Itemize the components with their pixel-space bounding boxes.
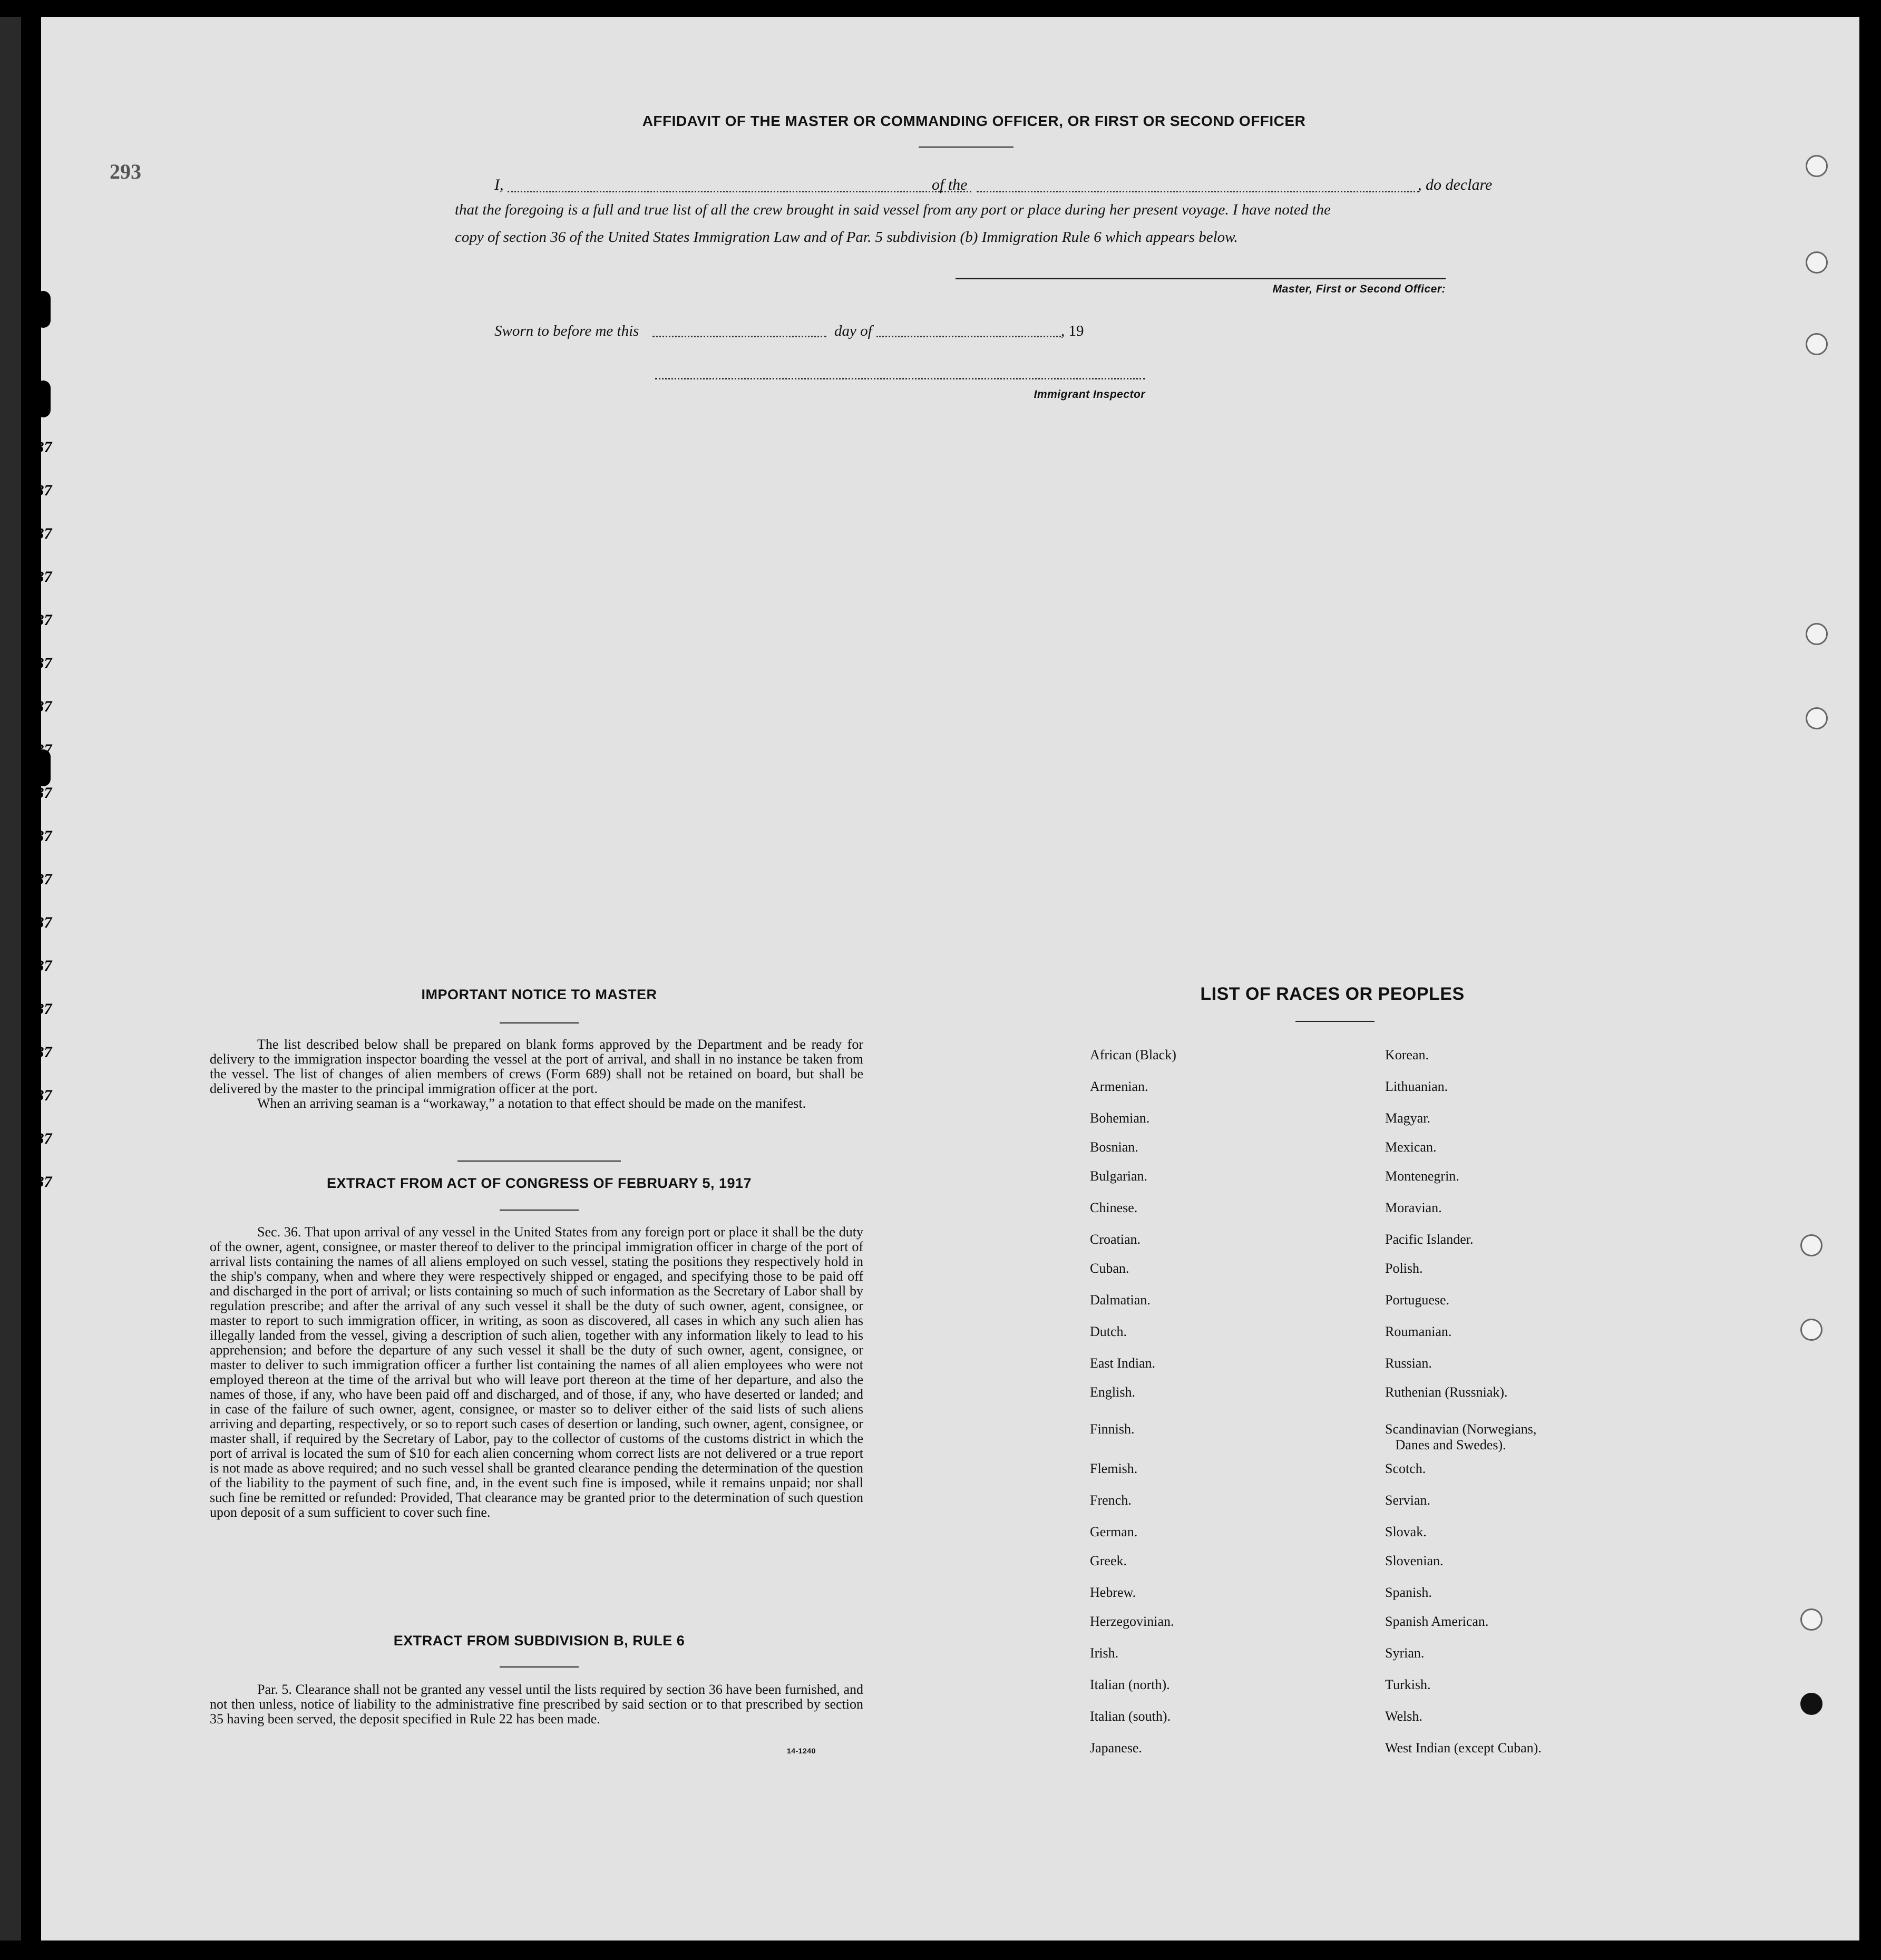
- punch-hole: [1806, 155, 1828, 177]
- notice-body: [210, 1037, 863, 1111]
- extract-rule-divider: [500, 1666, 579, 1668]
- margin-mark: 1 37: [24, 525, 52, 542]
- race-item: Armenian.: [1090, 1079, 1148, 1094]
- race-item: Mexican.: [1385, 1139, 1437, 1155]
- sworn-month-line: [876, 336, 1061, 337]
- race-item: Dalmatian.: [1090, 1292, 1151, 1308]
- punch-hole: [1800, 1234, 1822, 1256]
- notice-paragraph-2: When an arriving seaman is a “workaway,” a notation to that effect should be made on the manifest.: [257, 1096, 806, 1111]
- race-item: Portuguese.: [1385, 1292, 1450, 1308]
- punch-hole: [1806, 251, 1828, 274]
- margin-mark: 1 37: [24, 611, 52, 629]
- race-item: Turkish.: [1385, 1677, 1431, 1692]
- race-item: Flemish.: [1090, 1461, 1138, 1476]
- race-item: Italian (south).: [1090, 1709, 1171, 1724]
- sworn-label: Sworn to before me this: [494, 323, 639, 339]
- race-item: Japanese.: [1090, 1740, 1142, 1756]
- binding-hole: [36, 291, 51, 328]
- punch-hole: [1800, 1319, 1822, 1341]
- inspector-label: Immigrant Inspector: [1034, 388, 1145, 401]
- race-item: French.: [1090, 1493, 1132, 1508]
- race-item: Bosnian.: [1090, 1139, 1138, 1155]
- margin-mark: 1 37: [24, 438, 52, 456]
- margin-mark: 1 37: [24, 482, 52, 499]
- extract-act-body: [210, 1225, 863, 1520]
- race-item: Scandinavian (Norwegians, Danes and Swedes).: [1385, 1421, 1537, 1452]
- race-item: Moravian.: [1385, 1200, 1442, 1215]
- extract-rule-title: EXTRACT FROM SUBDIVISION B, RULE 6: [393, 1633, 685, 1649]
- corner-stamp: 293: [110, 160, 141, 183]
- race-item: Spanish.: [1385, 1585, 1432, 1600]
- race-item: Herzegovinian.: [1090, 1614, 1174, 1629]
- affidavit-statement-line1: that the foregoing is a full and true list of all the crew brought in said vessel from any port or place during her present voyage. I have noted the: [455, 201, 1331, 218]
- margin-mark: 1 37: [24, 784, 52, 802]
- race-item: Polish.: [1385, 1261, 1423, 1276]
- punch-hole: [1800, 1693, 1822, 1715]
- race-item: Chinese.: [1090, 1200, 1138, 1215]
- signature-line: [956, 278, 1446, 279]
- race-item: East Indian.: [1090, 1356, 1156, 1371]
- margin-mark: 1 37: [24, 871, 52, 888]
- race-item: Hebrew.: [1090, 1585, 1136, 1600]
- year-label: , 19: [1061, 323, 1084, 339]
- race-item: Bulgarian.: [1090, 1168, 1148, 1184]
- race-item: Servian.: [1385, 1493, 1430, 1508]
- margin-mark: 1 37: [24, 1173, 52, 1191]
- form-number: 14-1240: [787, 1747, 816, 1755]
- race-item: English.: [1090, 1384, 1135, 1400]
- race-item: Montenegrin.: [1385, 1168, 1459, 1184]
- margin-mark: 1 37: [24, 1000, 52, 1018]
- margin-mark: 1 37: [24, 914, 52, 931]
- race-item: Syrian.: [1385, 1645, 1425, 1661]
- margin-mark: 1 37: [24, 1044, 52, 1061]
- race-item: Slovak.: [1385, 1524, 1427, 1539]
- notice-divider: [500, 1022, 579, 1023]
- race-item: Russian.: [1385, 1356, 1432, 1371]
- races-title: LIST OF RACES OR PEOPLES: [1200, 984, 1465, 1004]
- race-item: Spanish American.: [1385, 1614, 1489, 1629]
- race-item: Cuban.: [1090, 1261, 1129, 1276]
- margin-mark: 1 37: [24, 957, 52, 974]
- extract-act-title: EXTRACT FROM ACT OF CONGRESS OF FEBRUARY 5, 1917: [326, 1175, 752, 1191]
- race-item: Ruthenian (Russniak).: [1385, 1384, 1508, 1400]
- race-item: Croatian.: [1090, 1232, 1141, 1247]
- race-item: Bohemian.: [1090, 1110, 1150, 1126]
- margin-mark: 1 37: [24, 698, 52, 715]
- punch-hole: [1806, 623, 1828, 645]
- extract-rule-body: [210, 1682, 863, 1727]
- race-item: Magyar.: [1385, 1110, 1430, 1126]
- race-item: Finnish.: [1090, 1421, 1135, 1437]
- race-item: Greek.: [1090, 1553, 1127, 1568]
- margin-mark: 1 37: [24, 741, 52, 758]
- race-item: Roumanian.: [1385, 1324, 1452, 1339]
- par-5-text: Par. 5. Clearance shall not be granted any vessel until the lists required by section 36 have been furnished, and not then unless, notice of liability to the administrative fine prescribed by said section or to that prescribed by section 35 having been served, the deposit specified in Rule 22 has been made.: [210, 1682, 863, 1727]
- affidavit-title: AFFIDAVIT OF THE MASTER OR COMMANDING OFFICER, OR FIRST OR SECOND OFFICER: [642, 113, 1306, 129]
- punch-hole: [1806, 333, 1828, 355]
- race-item: African (Black): [1090, 1047, 1176, 1062]
- do-declare-label: , do declare: [1418, 176, 1493, 193]
- binding-edge: [0, 17, 21, 1941]
- punch-hole: [1806, 707, 1828, 729]
- sworn-day-line: [652, 336, 826, 337]
- margin-mark: 1 37: [24, 827, 52, 845]
- vessel-field-line: [977, 191, 1419, 192]
- race-item: Welsh.: [1385, 1709, 1422, 1724]
- form-page: [24, 17, 1859, 1941]
- race-item: Scotch.: [1385, 1461, 1426, 1476]
- affidavit-statement-line2: copy of section 36 of the United States Immigration Law and of Par. 5 subdivision (b) Immigration Rule 6 which appears below.: [455, 229, 1238, 246]
- races-divider: [1295, 1021, 1375, 1022]
- margin-mark: 1 37: [24, 1087, 52, 1104]
- race-item: Pacific Islander.: [1385, 1232, 1474, 1247]
- race-item: West Indian (except Cuban).: [1385, 1740, 1542, 1756]
- race-item: Slovenian.: [1385, 1553, 1444, 1568]
- name-field-line: [508, 191, 971, 192]
- notice-title: IMPORTANT NOTICE TO MASTER: [421, 987, 657, 1002]
- title-divider: [919, 147, 1013, 148]
- race-item: Korean.: [1385, 1047, 1429, 1062]
- race-item: Irish.: [1090, 1645, 1119, 1661]
- margin-mark: 1 37: [24, 655, 52, 672]
- section-36-text: Sec. 36. That upon arrival of any vessel in the United States from any foreign port or place it shall be the duty of the owner, agent, consignee, or master thereof to deliver to the principal immigration officer in charge of the port of arrival lists containing the names of all aliens employed on such vessel, stating the positions they respectively hold in the ship's company, when and where they were respectively shipped or engaged, and specifying those to be paid off and discharged in the port of arrival; or lists containing so much of such information as the Secretary of Labor shall by regulation prescribe; and after the arrival of any such vessel it shall be the duty of such owner, agent, consignee, or master to report to such immigration officer, in writing, as soon as discovered, all cases in which any such alien has illegally landed from the vessel, giving a description of such alien, together with any information likely to lead to his apprehension; and before the departure of any such vessel it shall be the duty of such owner, agent, consignee, or master to deliver to such immigration officer a further list containing the names of all alien employees who were not employed thereon at the time of the arrival but who will leave port thereon at the time of her departure, and also the names of those, if any, who have been paid off and discharged, and of those, if any, who have deserted or landed; and in case of the failure of such owner, agent, consignee, or master so to deliver either of the said lists of such aliens arriving and departing, respectively, or so to report such cases of desertion or landing, such owner, agent, consignee, or master shall, if required by the Secretary of Labor, pay to the collector of customs of the customs district in which the port of arrival is located the sum of $10 for each alien concerning whom correct lists are not delivered or a true report is not made as above required; and no such vessel shall be granted clearance pending the determination of the question of the liability to the payment of such fine, and, in the event such fine is imposed, while it remains unpaid; nor shall such fine be remitted or refunded: Provided, That clearance may be granted prior to the determination of such question upon deposit of a sum sufficient to cover such fine.: [210, 1224, 863, 1520]
- day-of-label: day of: [834, 323, 872, 339]
- race-item: Lithuanian.: [1385, 1079, 1448, 1094]
- race-item: Italian (north).: [1090, 1677, 1170, 1692]
- margin-mark: 1 37: [24, 1130, 52, 1147]
- punch-hole: [1800, 1608, 1822, 1631]
- binding-hole: [36, 381, 51, 417]
- notice-paragraph-1: The list described below shall be prepared on blank forms approved by the Department and be ready for delivery to the immigration inspector boarding the vessel at the port of arrival, and shall in no instance be taken from the vessel. The list of changes of alien members of crews (Form 689) shall not be retained on board, but shall be delivered by the master to the principal immigration officer at the port.: [210, 1037, 863, 1096]
- inspector-signature-line: [655, 378, 1145, 379]
- section-divider: [457, 1161, 621, 1162]
- i-label: I,: [494, 176, 504, 193]
- extract-act-divider: [500, 1210, 579, 1211]
- race-item: German.: [1090, 1524, 1138, 1539]
- margin-mark: 1 37: [24, 568, 52, 586]
- race-item: Dutch.: [1090, 1324, 1127, 1339]
- of-the-label: of the: [932, 176, 968, 193]
- signature-label: Master, First or Second Officer:: [1272, 283, 1446, 295]
